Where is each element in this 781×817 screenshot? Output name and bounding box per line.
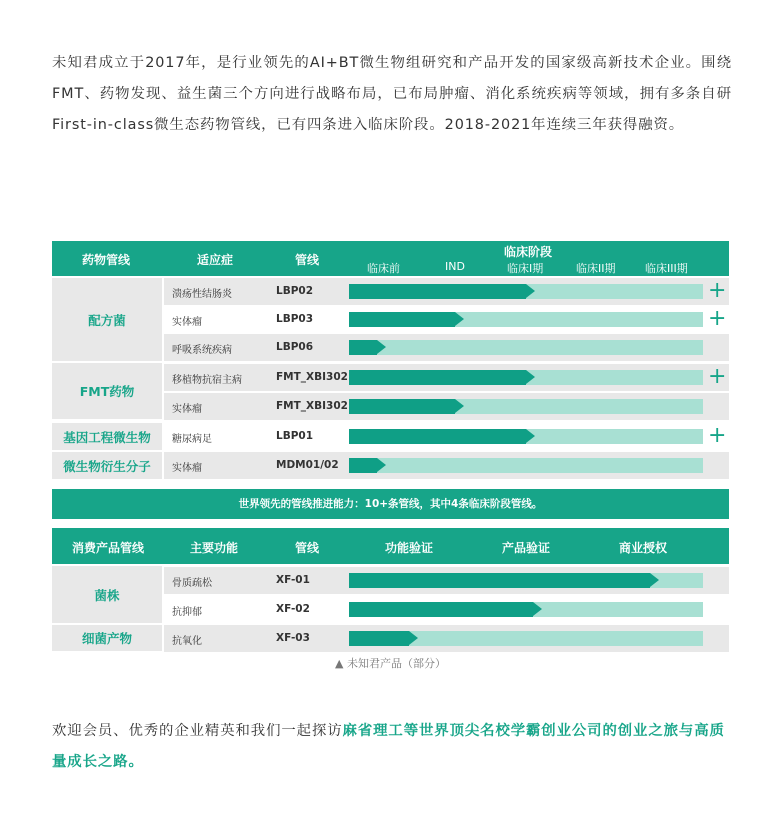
row-code: XF-03 [276, 632, 310, 644]
category-bacterial-product: 细菌产物 [52, 625, 162, 651]
row-code: XF-01 [276, 574, 310, 586]
progress-fill [349, 312, 455, 327]
pipeline-row [164, 334, 729, 361]
row-function: 抗抑郁 [172, 607, 202, 618]
progress-fill [349, 573, 650, 588]
progress-fill [349, 602, 533, 617]
row-function: 骨质疏松 [172, 578, 212, 589]
row-indication: 实体瘤 [172, 463, 202, 474]
row-code: FMT_XBI302 [276, 400, 348, 412]
consumer-row [164, 567, 729, 594]
row-code: MDM01/02 [276, 459, 339, 471]
pipeline-header [52, 241, 729, 276]
row-code: FMT_XBI302 [276, 371, 348, 383]
progress-fill [349, 284, 526, 299]
row-indication: 呼吸系统疾病 [172, 345, 232, 356]
progress-track [349, 631, 703, 646]
header-pipeline: 管线 [295, 253, 320, 267]
category-engineered: 基因工程微生物 [52, 423, 162, 450]
plus-icon: + [708, 306, 727, 331]
stage-phase1: 临床I期 [507, 262, 544, 275]
intro-text [52, 48, 732, 141]
pipeline-row [164, 393, 729, 420]
progress-fill [349, 429, 526, 444]
progress-track [349, 399, 703, 414]
row-code: XF-02 [276, 603, 310, 615]
category-fmt: FMT药物 [52, 363, 162, 419]
pipeline-row [164, 423, 729, 450]
intro-paragraph: 未知君成立于2017年，是行业领先的AI+BT微生物组研究和产品开发的国家级高新技术企业。围绕FMT、药物发现、益生菌三个方向进行战略布局，已布局肿瘤、消化系统疾病等领域，拥有多条自研First-in-class微生态药物管线，已有四条进入临床阶段。2018-2021年连续三年获得融资。 [52, 55, 732, 133]
row-code: LBP02 [276, 285, 314, 297]
header-drug: 药物管线 [82, 253, 131, 267]
plus-icon: + [708, 423, 727, 448]
category-formula: 配方菌 [52, 278, 162, 361]
stage-phase3: 临床III期 [645, 262, 688, 275]
header-stage: 临床阶段 [504, 245, 553, 259]
outro-highlight: 麻省理工等世界顶尖名校学霸创业公司的创业之旅与高质量成长之路。 [52, 723, 725, 770]
progress-fill [349, 399, 455, 414]
stage-commercial-license: 商业授权 [619, 541, 668, 555]
outro-lead: 欢迎会员、优秀的企业精英和我们一起探访 [52, 723, 343, 739]
category-derived: 微生物衍生分子 [52, 452, 162, 479]
header-indication: 适应症 [197, 253, 234, 267]
progress-track [349, 602, 703, 617]
pipeline-row [164, 278, 729, 305]
pipeline-row [164, 306, 729, 333]
stage-preclinical: 临床前 [367, 262, 400, 275]
stage-ind: IND [445, 260, 465, 273]
row-indication: 实体瘤 [172, 404, 202, 415]
row-indication: 移植物抗宿主病 [172, 375, 242, 386]
header-function: 主要功能 [190, 541, 239, 555]
progress-track [349, 458, 703, 473]
row-indication: 糖尿病足 [172, 434, 212, 445]
progress-track [349, 284, 703, 299]
progress-track [349, 429, 703, 444]
row-code: LBP06 [276, 341, 314, 353]
progress-fill [349, 340, 377, 355]
category-strain: 菌株 [52, 566, 162, 623]
stage-product-validation: 产品验证 [502, 541, 551, 555]
row-indication: 实体瘤 [172, 317, 202, 328]
pipeline-banner: 世界领先的管线推进能力：10+条管线，其中4条临床阶段管线。 [52, 489, 729, 519]
row-code: LBP03 [276, 313, 314, 325]
plus-icon: + [708, 364, 727, 389]
progress-fill [349, 370, 526, 385]
progress-track [349, 312, 703, 327]
plus-icon: + [708, 278, 727, 303]
header-product: 消费产品管线 [72, 541, 145, 555]
consumer-header [52, 528, 729, 564]
consumer-row [164, 596, 729, 623]
progress-track [349, 340, 703, 355]
figure-caption: ▲ 未知君产品（部分） [335, 657, 446, 670]
pipeline-row [164, 452, 729, 479]
progress-fill [349, 631, 409, 646]
stage-phase2: 临床II期 [576, 262, 616, 275]
progress-track [349, 370, 703, 385]
row-function: 抗氧化 [172, 636, 202, 647]
stage-function-validation: 功能验证 [385, 541, 434, 555]
row-code: LBP01 [276, 430, 314, 442]
product-pipeline-figure [52, 241, 729, 670]
consumer-row [164, 625, 729, 652]
row-indication: 溃疡性结肠炎 [172, 289, 232, 300]
outro-text [52, 716, 732, 778]
progress-track [349, 573, 703, 588]
pipeline-row [164, 364, 729, 391]
header-consumer-pipeline: 管线 [295, 541, 320, 555]
progress-fill [349, 458, 377, 473]
